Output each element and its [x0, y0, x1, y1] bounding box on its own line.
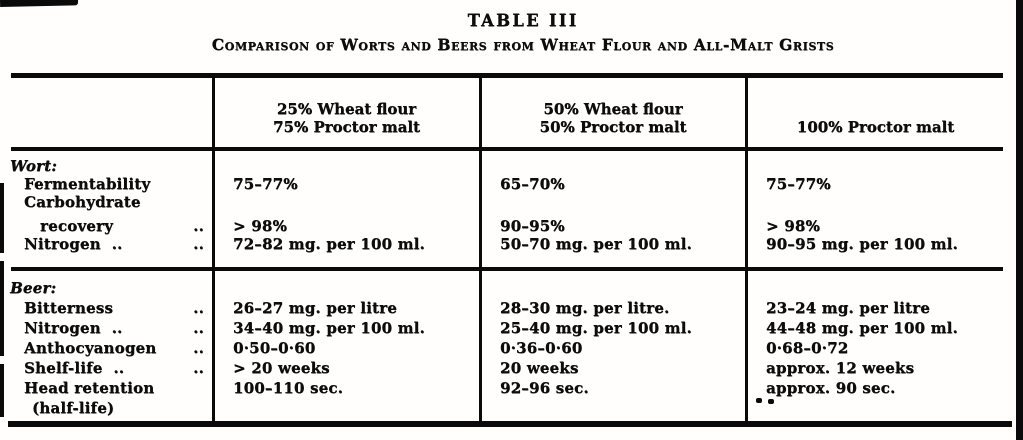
row-label: Nitrogen ..: [24, 235, 123, 253]
section-wort: [0, 157, 1005, 253]
row-label-cell: [0, 175, 213, 193]
table-row: [0, 175, 1005, 193]
header-line-2: 75% Proctor malt: [273, 118, 420, 136]
row-value: [746, 398, 1005, 418]
row-value: [213, 398, 480, 418]
row-label: Shelf-life ..: [24, 359, 125, 377]
row-label-cell: [0, 193, 213, 211]
table-row: [0, 338, 1005, 358]
row-value: 0·50–0·60: [233, 339, 316, 357]
scan-smudge-top-left: [0, 0, 78, 7]
table-row: [0, 193, 1005, 211]
row-label: Head retention: [24, 379, 155, 397]
row-label-cell: [0, 378, 213, 398]
section-heading-line: [0, 157, 1005, 175]
table-header-row: [0, 100, 1005, 136]
row-value: 44–48 mg. per 100 ml.: [766, 319, 958, 337]
row-label-cell: [0, 278, 213, 298]
leader-dots: ..: [193, 319, 204, 337]
leader-dots: ..: [193, 299, 204, 317]
header-cell-grist-1: [213, 100, 480, 136]
row-label: (half-life): [32, 399, 115, 417]
table-rule-header: [11, 147, 1003, 151]
header-cell-grist-3: [746, 100, 1005, 136]
row-value: > 20 weeks: [233, 359, 330, 377]
table-row: [0, 378, 1005, 398]
row-value: [746, 193, 1005, 211]
row-label-cell: [0, 298, 213, 318]
row-label-cell: [0, 318, 213, 338]
header-stub-cell: [0, 100, 213, 136]
row-value: 72–82 mg. per 100 ml.: [233, 235, 425, 253]
row-value: [480, 193, 746, 211]
row-label-cell: [0, 235, 213, 253]
leader-dots: ..: [193, 235, 204, 253]
row-label: Nitrogen ..: [24, 319, 123, 337]
row-value: 90–95 mg. per 100 ml.: [766, 235, 958, 253]
section-heading: Beer:: [10, 279, 57, 297]
row-label-cell: [0, 398, 213, 418]
section-beer: [0, 278, 1005, 418]
table-row: [0, 358, 1005, 378]
header-line-1: 25% Wheat flour: [276, 100, 417, 118]
table-rule-bottom: [8, 421, 1012, 427]
row-value: 65–70%: [500, 175, 565, 193]
header-line-1: 50% Wheat flour: [543, 100, 683, 118]
row-value: [213, 193, 480, 211]
header-cell-grist-2: [480, 100, 746, 136]
row-label-cell: [0, 338, 213, 358]
header-line-2: 100% Proctor malt: [796, 118, 955, 136]
row-value: 92–96 sec.: [500, 379, 589, 397]
row-label: Fermentability: [24, 175, 151, 193]
header-line-1: [746, 100, 1005, 118]
leader-dots: ..: [193, 339, 204, 357]
section-heading: Wort:: [10, 157, 57, 175]
row-value: 23–24 mg. per litre: [766, 299, 931, 317]
row-value: > 98%: [766, 217, 820, 235]
table-row: [0, 318, 1005, 338]
row-value: 50–70 mg. per 100 ml.: [500, 235, 692, 253]
row-value: 28–30 mg. per litre.: [500, 299, 670, 317]
table-rule-section: [11, 267, 1003, 271]
row-value: 0·68–0·72: [766, 339, 849, 357]
section-heading-line: [0, 278, 1005, 298]
row-label-cell: [0, 157, 213, 175]
row-value: 26–27 mg. per litre: [233, 299, 398, 317]
table-row: [0, 298, 1005, 318]
row-value: approx. 90 sec.: [766, 379, 896, 397]
table-row: [0, 235, 1005, 253]
leader-dots: ..: [193, 359, 204, 377]
row-value: 0·36–0·60: [500, 339, 583, 357]
row-value: [480, 398, 746, 418]
table-subtitle: Comparison of Worts and Beers from Wheat Flour and All-Malt Grists: [211, 35, 835, 54]
row-value: 75–77%: [233, 175, 298, 193]
row-value: 34–40 mg. per 100 ml.: [233, 319, 425, 337]
row-label-cell: [0, 217, 213, 235]
row-label: Carbohydrate: [24, 193, 141, 211]
scan-edge-bar-right: [1016, 0, 1023, 440]
header-line-2: 50% Proctor malt: [539, 118, 687, 136]
row-value: 90–95%: [500, 217, 565, 235]
row-value: approx. 12 weeks: [766, 359, 915, 377]
row-value: 75–77%: [766, 175, 831, 193]
table-title: TABLE III: [467, 11, 579, 30]
table-rule-top: [11, 73, 1003, 78]
leader-dots: ..: [193, 217, 204, 235]
row-value: > 98%: [233, 217, 287, 235]
table-row: [0, 217, 1005, 235]
row-value: 25–40 mg. per 100 ml.: [500, 319, 692, 337]
row-label: recovery: [40, 217, 114, 235]
row-label: Bitterness: [24, 299, 114, 317]
row-label-cell: [0, 358, 213, 378]
table-row: [0, 398, 1005, 418]
row-label: Anthocyanogen: [24, 339, 157, 357]
row-value: 20 weeks: [500, 359, 579, 377]
row-value: 100–110 sec.: [233, 379, 344, 397]
